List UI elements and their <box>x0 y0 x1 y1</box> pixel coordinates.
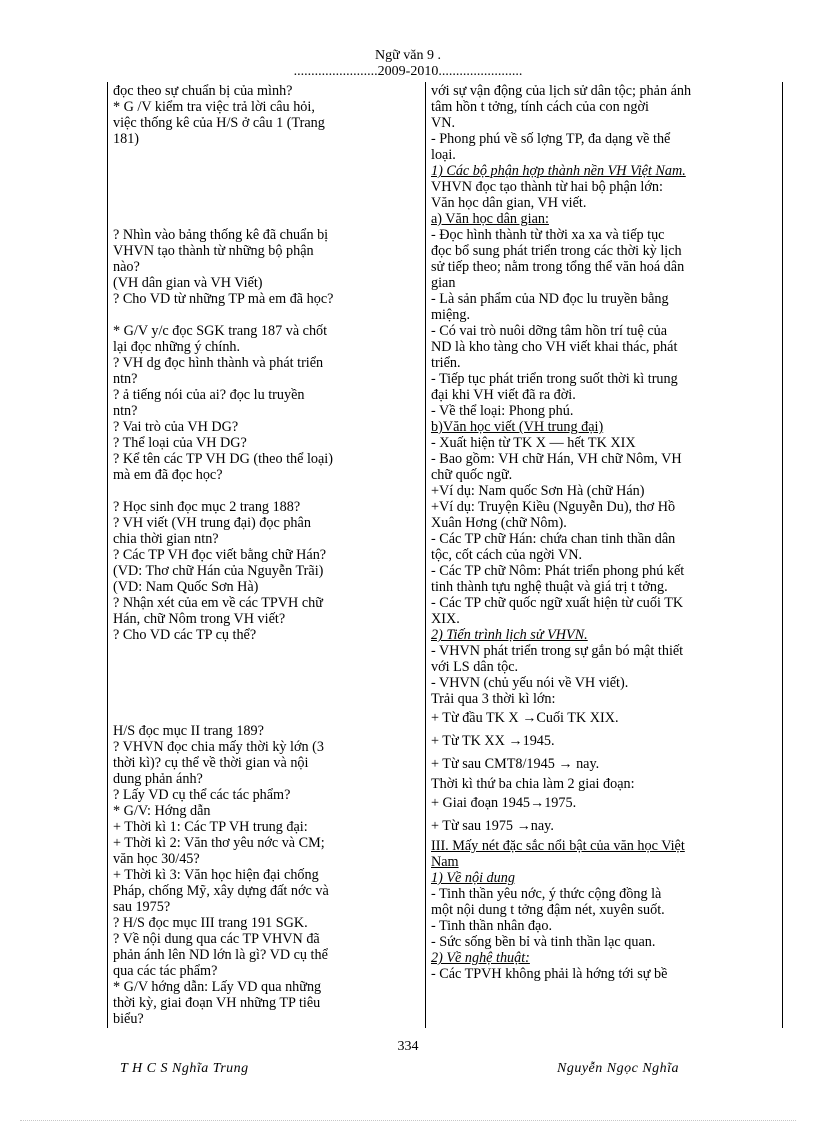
question-line <box>113 691 421 707</box>
question-line: * G/V y/c đọc SGK trang 187 và chốt <box>113 323 328 339</box>
question-line: việc thống kê của H/S ở câu 1 (Trang <box>113 115 325 131</box>
content-line: Thời kì thứ ba chia làm 2 giai đoạn: <box>431 776 635 792</box>
question-line: biểu? <box>113 1011 144 1027</box>
content-line: - Đọc hình thành từ thời xa xa và tiếp tục <box>431 227 665 243</box>
content-line: ND là kho tàng cho VH viết khai thác, phát <box>431 339 678 355</box>
content-line: - Có vai trò nuôi dỡng tâm hồn trí tuệ của <box>431 323 668 339</box>
question-line: ? Học sinh đọc mục 2 trang 188? <box>113 499 301 515</box>
question-line: ? Cho VD từ những TP mà em đã học? <box>113 291 334 307</box>
question-line: ? Thể loại của VH DG? <box>113 435 247 451</box>
question-line: ? VH dg đọc hình thành và phát triển <box>113 355 324 371</box>
content-line: Văn học dân gian, VH viết. <box>431 195 587 211</box>
content-line: - Sức sống bền bỉ và tinh thần lạc quan. <box>431 934 656 950</box>
content-line: a) Văn học dân gian: <box>431 211 549 227</box>
question-line: + Thời kì 3: Văn học hiện đại chống <box>113 867 319 883</box>
question-line: Hán, chữ Nôm trong VH viết? <box>113 611 286 627</box>
question-line <box>113 483 421 499</box>
page-title: Ngữ văn 9 . <box>375 48 441 63</box>
question-line: ? ả tiếng nói của ai? đọc lu truyền <box>113 387 305 403</box>
left-border <box>107 82 108 1028</box>
content-line: 2) Về nghệ thuật: <box>431 950 530 966</box>
content-line: XIX. <box>431 611 460 627</box>
content-line: một nội dung t tởng đậm nét, xuyên suốt. <box>431 902 665 918</box>
question-line: ntn? <box>113 371 138 387</box>
question-line <box>113 163 421 179</box>
question-line <box>113 195 421 211</box>
content-line: + Giai đoạn 1945→1975. <box>431 795 577 811</box>
content-line: - VHVN (chủ yếu nói về VH viết). <box>431 675 629 691</box>
question-line: 181) <box>113 131 140 147</box>
question-line: + Thời kì 2: Văn thơ yêu nớc và CM; <box>113 835 325 851</box>
content-line: với sự vận động của lịch sử dân tộc; phản ánh <box>431 83 692 99</box>
content-line: 2) Tiến trình lịch sử VHVN. <box>431 627 588 643</box>
content-line: - Tinh thần nhân đạo. <box>431 918 552 934</box>
content-line: - Các TPVH không phải là hớng tới sự bề <box>431 966 668 982</box>
content-line: - Là sản phẩm của ND đọc lu truyền bằng <box>431 291 669 307</box>
right-border <box>782 82 783 1028</box>
content-line: VHVN đọc tạo thành từ hai bộ phận lớn: <box>431 179 663 195</box>
content-line: 1) Các bộ phận hợp thành nền VH Việt Nam. <box>431 163 686 179</box>
question-line: VHVN tạo thành từ những bộ phận <box>113 243 314 259</box>
question-line: thời kỳ, giai đoạn VH những TP tiêu <box>113 995 321 1011</box>
content-line: +Ví dụ: Truyện Kiều (Nguyễn Du), thơ Hồ <box>431 499 676 515</box>
question-line <box>113 707 421 723</box>
question-line: ? Nhận xét của em về các TPVH chữ <box>113 595 323 611</box>
content-line: loại. <box>431 147 456 163</box>
content-line: + Từ đầu TK X →Cuối TK XIX. <box>431 710 619 726</box>
question-line <box>113 147 421 163</box>
question-line: ? Kể tên các TP VH DG (theo thể loại) <box>113 451 333 467</box>
content-line: - Xuất hiện từ TK X — hết TK XIX <box>431 435 636 451</box>
question-line: ntn? <box>113 403 138 419</box>
content-line: VN. <box>431 115 456 131</box>
question-line: (VD: Nam Quốc Sơn Hà) <box>113 579 259 595</box>
content-line: - Phong phú về số lợng TP, đa dạng về thể <box>431 131 671 147</box>
content-line: - VHVN phát triển trong sự gắn bó mật thiết <box>431 643 684 659</box>
question-line: + Thời kì 1: Các TP VH trung đại: <box>113 819 308 835</box>
question-line: ? Các TP VH đọc viết bằng chữ Hán? <box>113 547 327 563</box>
content-line: + Từ sau 1975 →nay. <box>431 818 554 834</box>
content-line: + Từ TK XX →1945. <box>431 733 555 749</box>
content-line: - Bao gồm: VH chữ Hán, VH chữ Nôm, VH <box>431 451 682 467</box>
content-line: 1) Về nội dung <box>431 870 515 886</box>
question-line: ? Lấy VD cụ thể các tác phẩm? <box>113 787 291 803</box>
question-line: nào? <box>113 259 140 275</box>
question-line: (VH dân gian và VH Viết) <box>113 275 263 291</box>
content-line: chữ quốc ngữ. <box>431 467 513 483</box>
content-line: III. Mấy nét đặc sắc nổi bật của văn học Việt <box>431 838 685 854</box>
content-line: - Các TP chữ Hán: chứa chan tinh thần dân <box>431 531 676 547</box>
question-line: ? Về nội dung qua các TP VHVN đã <box>113 931 320 947</box>
question-line: chia thời gian ntn? <box>113 531 219 547</box>
question-line <box>113 179 421 195</box>
footer-author: Nguyễn Ngọc Nghĩa <box>557 1061 680 1076</box>
question-line: ? VHVN đọc chia mấy thời kỳ lớn (3 <box>113 739 324 755</box>
content-line: tâm hồn t tởng, tính cách của con ngời <box>431 99 649 115</box>
question-line <box>113 659 421 675</box>
question-line: * G/V hớng dẫn: Lấy VD qua những <box>113 979 322 995</box>
school-year: ........................2009-2010........................ <box>293 64 523 79</box>
question-line: văn học 30/45? <box>113 851 200 867</box>
question-line: phản ánh lên ND lớn là gì? VD cụ thể <box>113 947 328 963</box>
page-number: 334 <box>397 1039 419 1054</box>
bottom-dotted-rule <box>20 1120 796 1121</box>
question-line: ? Cho VD các TP cụ thể? <box>113 627 257 643</box>
content-line: - Tinh thần yêu nớc, ý thức cộng đồng là <box>431 886 662 902</box>
question-line <box>113 307 421 323</box>
question-line <box>113 211 421 227</box>
question-line: đọc theo sự chuẩn bị của mình? <box>113 83 293 99</box>
content-line: với LS dân tộc. <box>431 659 519 675</box>
question-line: (VD: Thơ chữ Hán của Nguyễn Trãi) <box>113 563 324 579</box>
teacher-activity-column <box>113 83 421 1027</box>
question-line <box>113 643 421 659</box>
content-line: sử tiếp theo; nằm trong tổng thể văn hoá dân <box>431 259 685 275</box>
content-line: đọc bổ sung phát triển trong các thời kỳ lịch <box>431 243 682 259</box>
question-line: Pháp, chống Mỹ, xây dựng đất nớc và <box>113 883 329 899</box>
content-line: - Về thể loại: Phong phú. <box>431 403 574 419</box>
content-line: Xuân Hơng (chữ Nôm). <box>431 515 567 531</box>
question-line: qua các tác phẩm? <box>113 963 218 979</box>
content-line: + Từ sau CMT8/1945 → nay. <box>431 756 600 772</box>
question-line <box>113 675 421 691</box>
content-line: triển. <box>431 355 461 371</box>
question-line: thời kì)? cụ thể về thời gian và nội <box>113 755 309 771</box>
question-line: ? H/S đọc mục III trang 191 SGK. <box>113 915 308 931</box>
question-line: mà em đã đọc học? <box>113 467 223 483</box>
question-line: * G /V kiểm tra việc trả lời câu hỏi, <box>113 99 315 115</box>
question-line: ? VH viết (VH trung đại) đọc phân <box>113 515 311 531</box>
content-line: miệng. <box>431 307 471 323</box>
question-line: lại đọc những ý chính. <box>113 339 241 355</box>
question-line: * G/V: Hớng dẫn <box>113 803 211 819</box>
content-line: +Ví dụ: Nam quốc Sơn Hà (chữ Hán) <box>431 483 645 499</box>
content-line: Nam <box>431 854 459 870</box>
content-line: - Các TP chữ quốc ngữ xuất hiện từ cuối TK <box>431 595 684 611</box>
question-line: H/S đọc mục II trang 189? <box>113 723 264 739</box>
question-line: sau 1975? <box>113 899 171 915</box>
question-line: ? Vai trò của VH DG? <box>113 419 239 435</box>
content-line: đại khi VH viết đã ra đời. <box>431 387 576 403</box>
content-line: - Tiếp tục phát triển trong suốt thời kì trung <box>431 371 678 387</box>
question-line: dung phản ánh? <box>113 771 203 787</box>
content-line: Trải qua 3 thời kì lớn: <box>431 691 556 707</box>
content-line: b)Văn học viết (VH trung đại) <box>431 419 604 435</box>
content-line: tinh thành tựu nghệ thuật và giá trị t tởng. <box>431 579 668 595</box>
question-line: ? Nhìn vào bảng thống kê đã chuẩn bị <box>113 227 329 243</box>
column-divider <box>425 82 426 1028</box>
content-line: tộc, cốt cách của ngời VN. <box>431 547 583 563</box>
footer-school: T H C S Nghĩa Trung <box>120 1061 249 1076</box>
lesson-content-column <box>431 83 781 982</box>
content-line: - Các TP chữ Nôm: Phát triển phong phú kết <box>431 563 685 579</box>
content-line: gian <box>431 275 456 291</box>
